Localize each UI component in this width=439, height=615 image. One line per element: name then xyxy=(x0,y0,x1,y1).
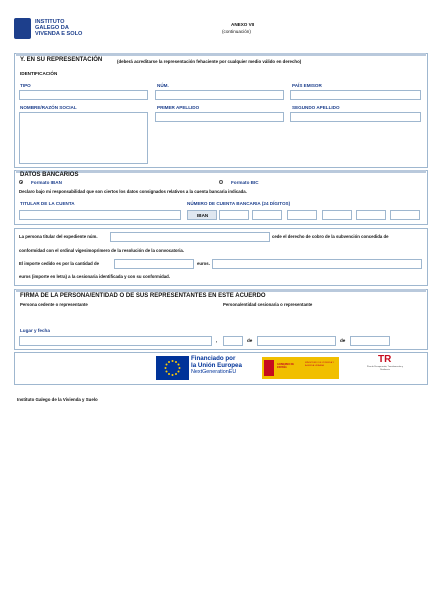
transfer-text-1a: La persona titular del expediente núm. xyxy=(19,234,98,239)
iban-prefix-box xyxy=(187,210,217,220)
eu-line2: la Unión Europea xyxy=(191,361,242,369)
bank-declaration: Declaro bajo mi responsabilidad que son ciertos los datos consignados relativos a la cuenta bancaria indicada. xyxy=(19,189,247,194)
prtr-text: Plan de Recuperación, Transformación y Resiliencia xyxy=(366,366,404,371)
place-date-label: Lugar y fecha xyxy=(20,328,50,333)
account-digits-2[interactable] xyxy=(252,210,282,220)
expediente-field[interactable] xyxy=(110,232,270,242)
place-comma: , xyxy=(216,338,218,343)
place-field[interactable] xyxy=(19,336,212,346)
iban-radio[interactable] xyxy=(19,180,23,184)
logo-line3: VIVENDA E SOLO xyxy=(35,31,83,37)
prtr-mark-icon: TR xyxy=(378,354,392,365)
bank-title: DATOS BANCARIOS xyxy=(20,172,79,178)
tipo-field[interactable] xyxy=(19,90,148,100)
iban-option-label: Formato IBAN xyxy=(31,180,62,185)
nombre-razon-field[interactable] xyxy=(19,112,148,164)
cessionary-label: Persona/entidad cesionaria o representante xyxy=(223,302,313,307)
eu-line3: NextGenerationEU xyxy=(191,369,237,376)
month-field[interactable] xyxy=(257,336,336,346)
account-holder-label: TITULAR DE LA CUENTA xyxy=(20,201,75,206)
de-label-2: de xyxy=(340,338,346,343)
logo-line2: GALEGO DA xyxy=(35,25,69,31)
account-holder-field[interactable] xyxy=(19,210,181,220)
logo-line1: INSTITUTO xyxy=(35,19,65,25)
transfer-text-3a: El importe cedido es por la cantidad de xyxy=(19,261,99,266)
account-digits-3[interactable] xyxy=(287,210,317,220)
account-digits-5[interactable] xyxy=(356,210,386,220)
igvs-logo-text xyxy=(35,19,82,37)
account-digits-1[interactable] xyxy=(219,210,249,220)
transfer-text-3b: euros. xyxy=(197,261,210,266)
account-digits-4[interactable] xyxy=(322,210,352,220)
spain-government-logo xyxy=(262,357,339,379)
year-field[interactable] xyxy=(350,336,390,346)
account-digits-6[interactable] xyxy=(390,210,420,220)
num-field[interactable] xyxy=(155,90,284,100)
nombre-razon-label: NOMBRE/RAZÓN SOCIAL xyxy=(20,105,77,110)
representation-note: (deberá acreditarse la representación fehaciente por cualquier medio válido en derecho) xyxy=(117,58,302,64)
iban-prefix-label: IBAN xyxy=(197,213,209,218)
tipo-label: TIPO xyxy=(20,83,31,88)
bic-option-label: Formato BIC xyxy=(231,180,259,185)
section-divider xyxy=(16,289,426,292)
num-label: NÚM. xyxy=(157,83,169,88)
account-number-label: NÚMERO DE CUENTA BANCARIA (24 DÍGITOS) xyxy=(187,201,291,206)
gov-text: GOBIERNO DE ESPAÑA xyxy=(277,363,295,369)
coat-of-arms-icon xyxy=(264,360,274,376)
day-field[interactable] xyxy=(223,336,243,346)
bic-radio[interactable] xyxy=(219,180,223,184)
annex-title: ANEXO VII xyxy=(231,22,255,27)
eu-funding-text xyxy=(191,356,255,380)
section-divider xyxy=(16,53,426,56)
signature-title: FIRMA DE LA PERSONA/ENTIDAD O DE SUS REPRESENTANTES EN ESTE ACUERDO xyxy=(20,293,266,299)
cedent-label: Persona cedente o representante xyxy=(20,302,88,307)
eu-line1: Financiado por xyxy=(191,355,236,362)
transfer-text-4: euros (importe en letra) a la cesionaria identificada y con su conformidad. xyxy=(19,274,170,279)
pais-emisor-label: PAÍS EMISOR xyxy=(292,83,322,88)
igvs-logo-emblem xyxy=(14,18,31,39)
prtr-logo xyxy=(365,354,405,382)
amount-words-field[interactable] xyxy=(212,259,422,269)
identification-label: IDENTIFICACIÓN xyxy=(20,71,58,76)
segundo-apellido-field[interactable] xyxy=(290,112,421,122)
primer-apellido-label: PRIMER APELLIDO xyxy=(157,105,200,110)
annex-subtitle: (continuación) xyxy=(222,29,251,34)
de-label-1: de xyxy=(247,338,253,343)
pais-emisor-field[interactable] xyxy=(290,90,421,100)
segundo-apellido-label: SEGUNDO APELLIDO xyxy=(292,105,340,110)
amount-number-field[interactable] xyxy=(114,259,194,269)
representation-title: Y. EN SU REPRESENTACIÓN xyxy=(20,57,103,63)
footer-institution: Instituto Galego de la Vivienda y Suelo xyxy=(17,397,98,402)
transfer-text-1b: cede el derecho de cobro de la subvención concedida de xyxy=(272,234,389,239)
ministry-text: MINISTERIO DE VIVIENDA Y AGENDA URBANA xyxy=(305,362,335,367)
transfer-text-2: conformidad con el ordinal vigesimoprimero de la resolución de la convocatoria. xyxy=(19,248,184,253)
primer-apellido-field[interactable] xyxy=(155,112,284,122)
eu-flag-icon xyxy=(156,356,189,380)
